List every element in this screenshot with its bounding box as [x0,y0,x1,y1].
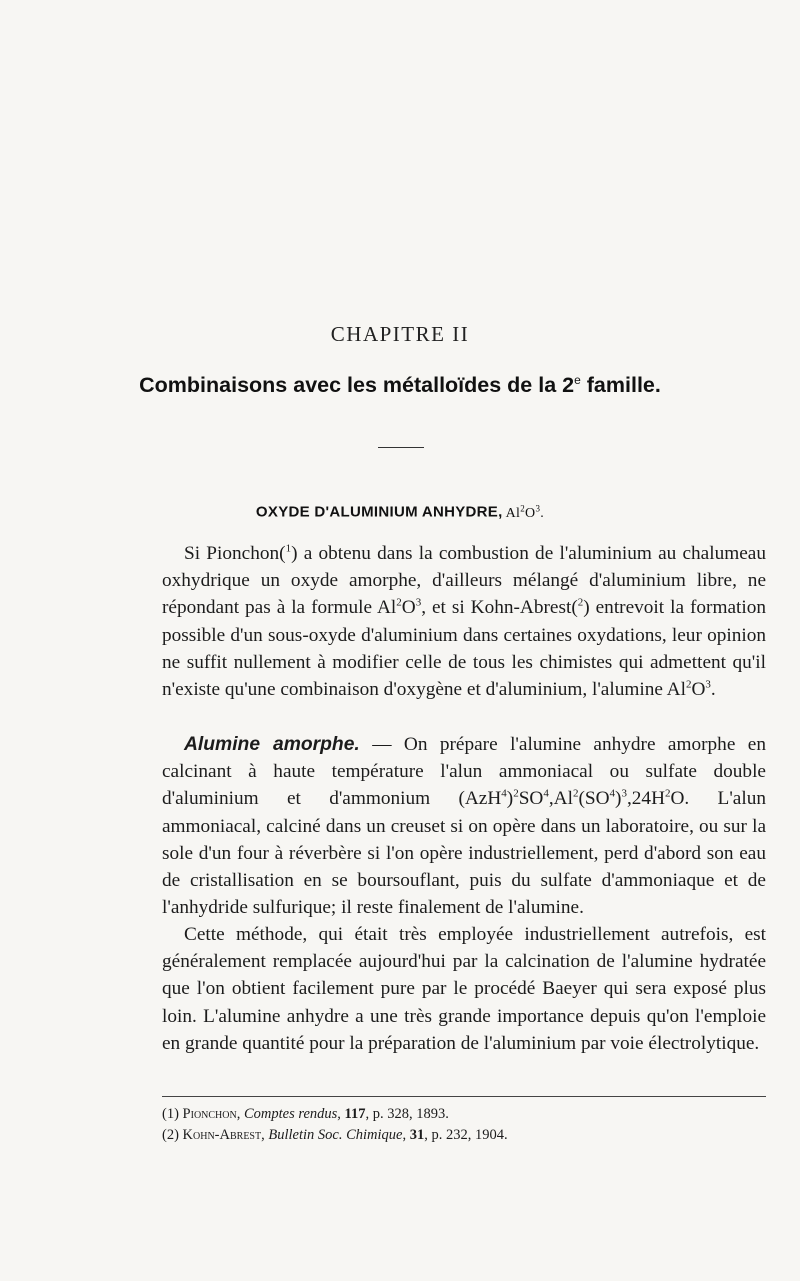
section-heading [0,503,800,522]
footnote-divider [162,1096,766,1097]
footnote-volume: 117 [344,1106,366,1122]
footnote-author: Pionchon [182,1106,237,1122]
chapter-title-superscript: e [574,373,581,387]
footnote-1: (1) Pionchon, Comptes rendus, 117, p. 328, 1893. [162,1106,449,1122]
section-formula: $Al^2O^3$. [502,503,545,521]
paragraph-intro: Si Pionchon($^1$) a obtenu dans la combustion de l'aluminium au chalumeau oxhydrique un oxyde amorphe, d'ailleurs mélangé d'aluminium libre, ne répondant pas à la formule $Al^2O^3$, et si Kohn-Abrest($^2$) entrevoit la formation possible d'un sous-oxyde d'aluminium dans certaines oxydations, leur opinion ne suffit nullement à modifier celle de tous les chimistes qui admettent qu'il n'existe qu'une combinaison d'oxygène et d'aluminium, l'alumine $Al^2O^3$. [162,542,766,701]
footnote-author: Kohn-Abrest [182,1127,262,1143]
paragraph-alumine-amorphe: Alumine amorphe. — On prépare l'alumine anhydre amorphe en calcinant à haute température l'alun ammoniacal ou sulfate double d'aluminium et d'ammonium $(AzH^4)^2SO^4,Al^2(SO^4)^3,24H^2O$. L'alun ammoniacal, calciné dans un creuset si on opère dans un laboratoire, ou sur la sole d'un four à réverbère si l'on opère industriellement, perd d'abord son eau de cristallisation en se boursouflant, puis du sulfate d'ammoniaque et de l'anhydride sulfurique; il reste finalement de l'alumine. [162,734,767,919]
footnotes [162,1104,766,1146]
footnote-journal: Comptes rendus [243,1106,338,1122]
chapter-number: CHAPITRE II [330,322,470,346]
footnote-ref-2[interactable]: 2 [577,596,584,609]
paragraph-methode: Cette méthode, qui était très employée industriellement autrefois, est généralement remplacée aujourd'hui par la calcination de l'alumine hydratée que l'on obtient facilement pure par le procédé Baeyer qui sera exposé plus loin. L'alumine anhydre a une très grande importance depuis qu'on l'emploie en grande quantité pour la préparation de l'aluminium par voie électrolytique. [162,924,766,1054]
section-heading-text: OXYDE D'ALUMINIUM ANHYDRE, [255,503,503,521]
footnote-journal: Bulletin Soc. Chimique [268,1127,403,1143]
chapter-title [0,373,800,398]
chapter-title-end: famille. [580,373,661,398]
footnote-ref-1[interactable]: 1 [285,542,292,555]
footnote-volume: 31 [409,1127,425,1143]
runin-heading: Alumine amorphe. [184,734,360,755]
chapter-title-text: Combinaisons avec les métalloïdes de la 2 [139,373,575,398]
footnote-2: (2) Kohn-Abrest, Bulletin Soc. Chimique, 31, p. 232, 1904. [162,1127,508,1143]
title-divider [378,447,424,448]
chapter-label [0,322,800,347]
